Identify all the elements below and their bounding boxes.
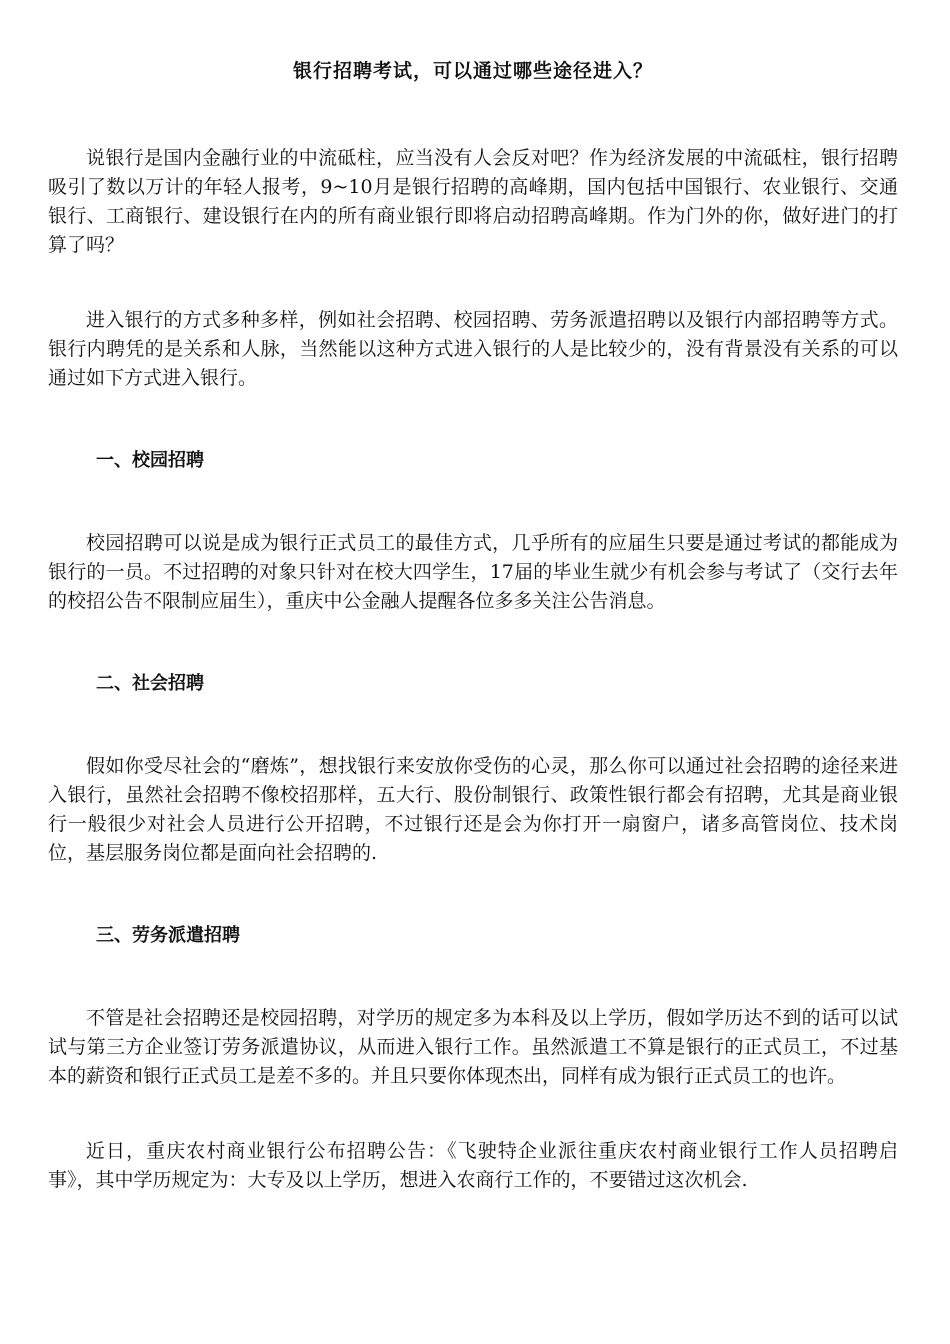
intro-paragraph-2: 进入银行的方式多种多样，例如社会招聘、校园招聘、劳务派遣招聘以及银行内部招聘等方式。银行内聘凭的是关系和人脉，当然能以这种方式进入银行的人是比较少的，没有背景没有关系的可以通过如下方式进入银行。 [48,309,898,389]
spacer [48,1091,898,1137]
closing-paragraph: 近日，重庆农村商业银行公布招聘公告：《飞驶特企业派往重庆农村商业银行工作人员招聘启事》，其中学历规定为：大专及以上学历，想进入农商行工作的，不要错过这次机会. [48,1140,898,1191]
section-body-campus: 校园招聘可以说是成为银行正式员工的最佳方式，几乎所有的应届生只要是通过考试的都能成为银行的一员。不过招聘的对象只针对在校大四学生，17届的毕业生就少有机会参与考试了（交行去年的校招公告不限制应届生），重庆中公金融人提醒各位多多关注公告消息。 [48,532,898,612]
spacer [48,950,898,1004]
spacer [48,616,898,670]
document-title: 银行招聘考试，可以通过哪些途径进入？ [292,60,653,82]
spacer [48,868,898,922]
spacer [48,393,898,447]
section-heading-campus: 一、校园招聘 [96,450,204,471]
section-heading-social: 二、社会招聘 [96,673,204,694]
intro-paragraph-1: 说银行是国内金融行业的中流砥柱，应当没有人会反对吧？作为经济发展的中流砥柱，银行招聘吸引了数以万计的年轻人报考，9~10月是银行招聘的高峰期，国内包括中国银行、农业银行、交通银行、工商银行、建设银行在内的所有商业银行即将启动招聘高峰期。作为门外的你，做好进门的打算了吗？ [48,147,898,256]
spacer [48,260,898,306]
document-page [48,56,898,1195]
section-body-dispatch: 不管是社会招聘还是校园招聘，对学历的规定多为本科及以上学历，假如学历达不到的话可以试试与第三方企业签订劳务派遣协议，从而进入银行工作。虽然派遣工不算是银行的正式员工，不过基本的薪资和银行正式员工是差不多的。并且只要你体现杰出，同样有成为银行正式员工的也许。 [48,1007,898,1087]
section-body-social: 假如你受尽社会的“磨炼”，想找银行来安放你受伤的心灵，那么你可以通过社会招聘的途径来进入银行，虽然社会招聘不像校招那样，五大行、股份制银行、政策性银行都会有招聘，尤其是商业银行一般很少对社会人员进行公开招聘，不过银行还是会为你打开一扇窗户，诸多高管岗位、技术岗位，基层服务岗位都是面向社会招聘的. [48,755,898,864]
spacer [48,475,898,529]
section-heading-dispatch: 三、劳务派遣招聘 [96,925,240,946]
spacer [48,698,898,752]
